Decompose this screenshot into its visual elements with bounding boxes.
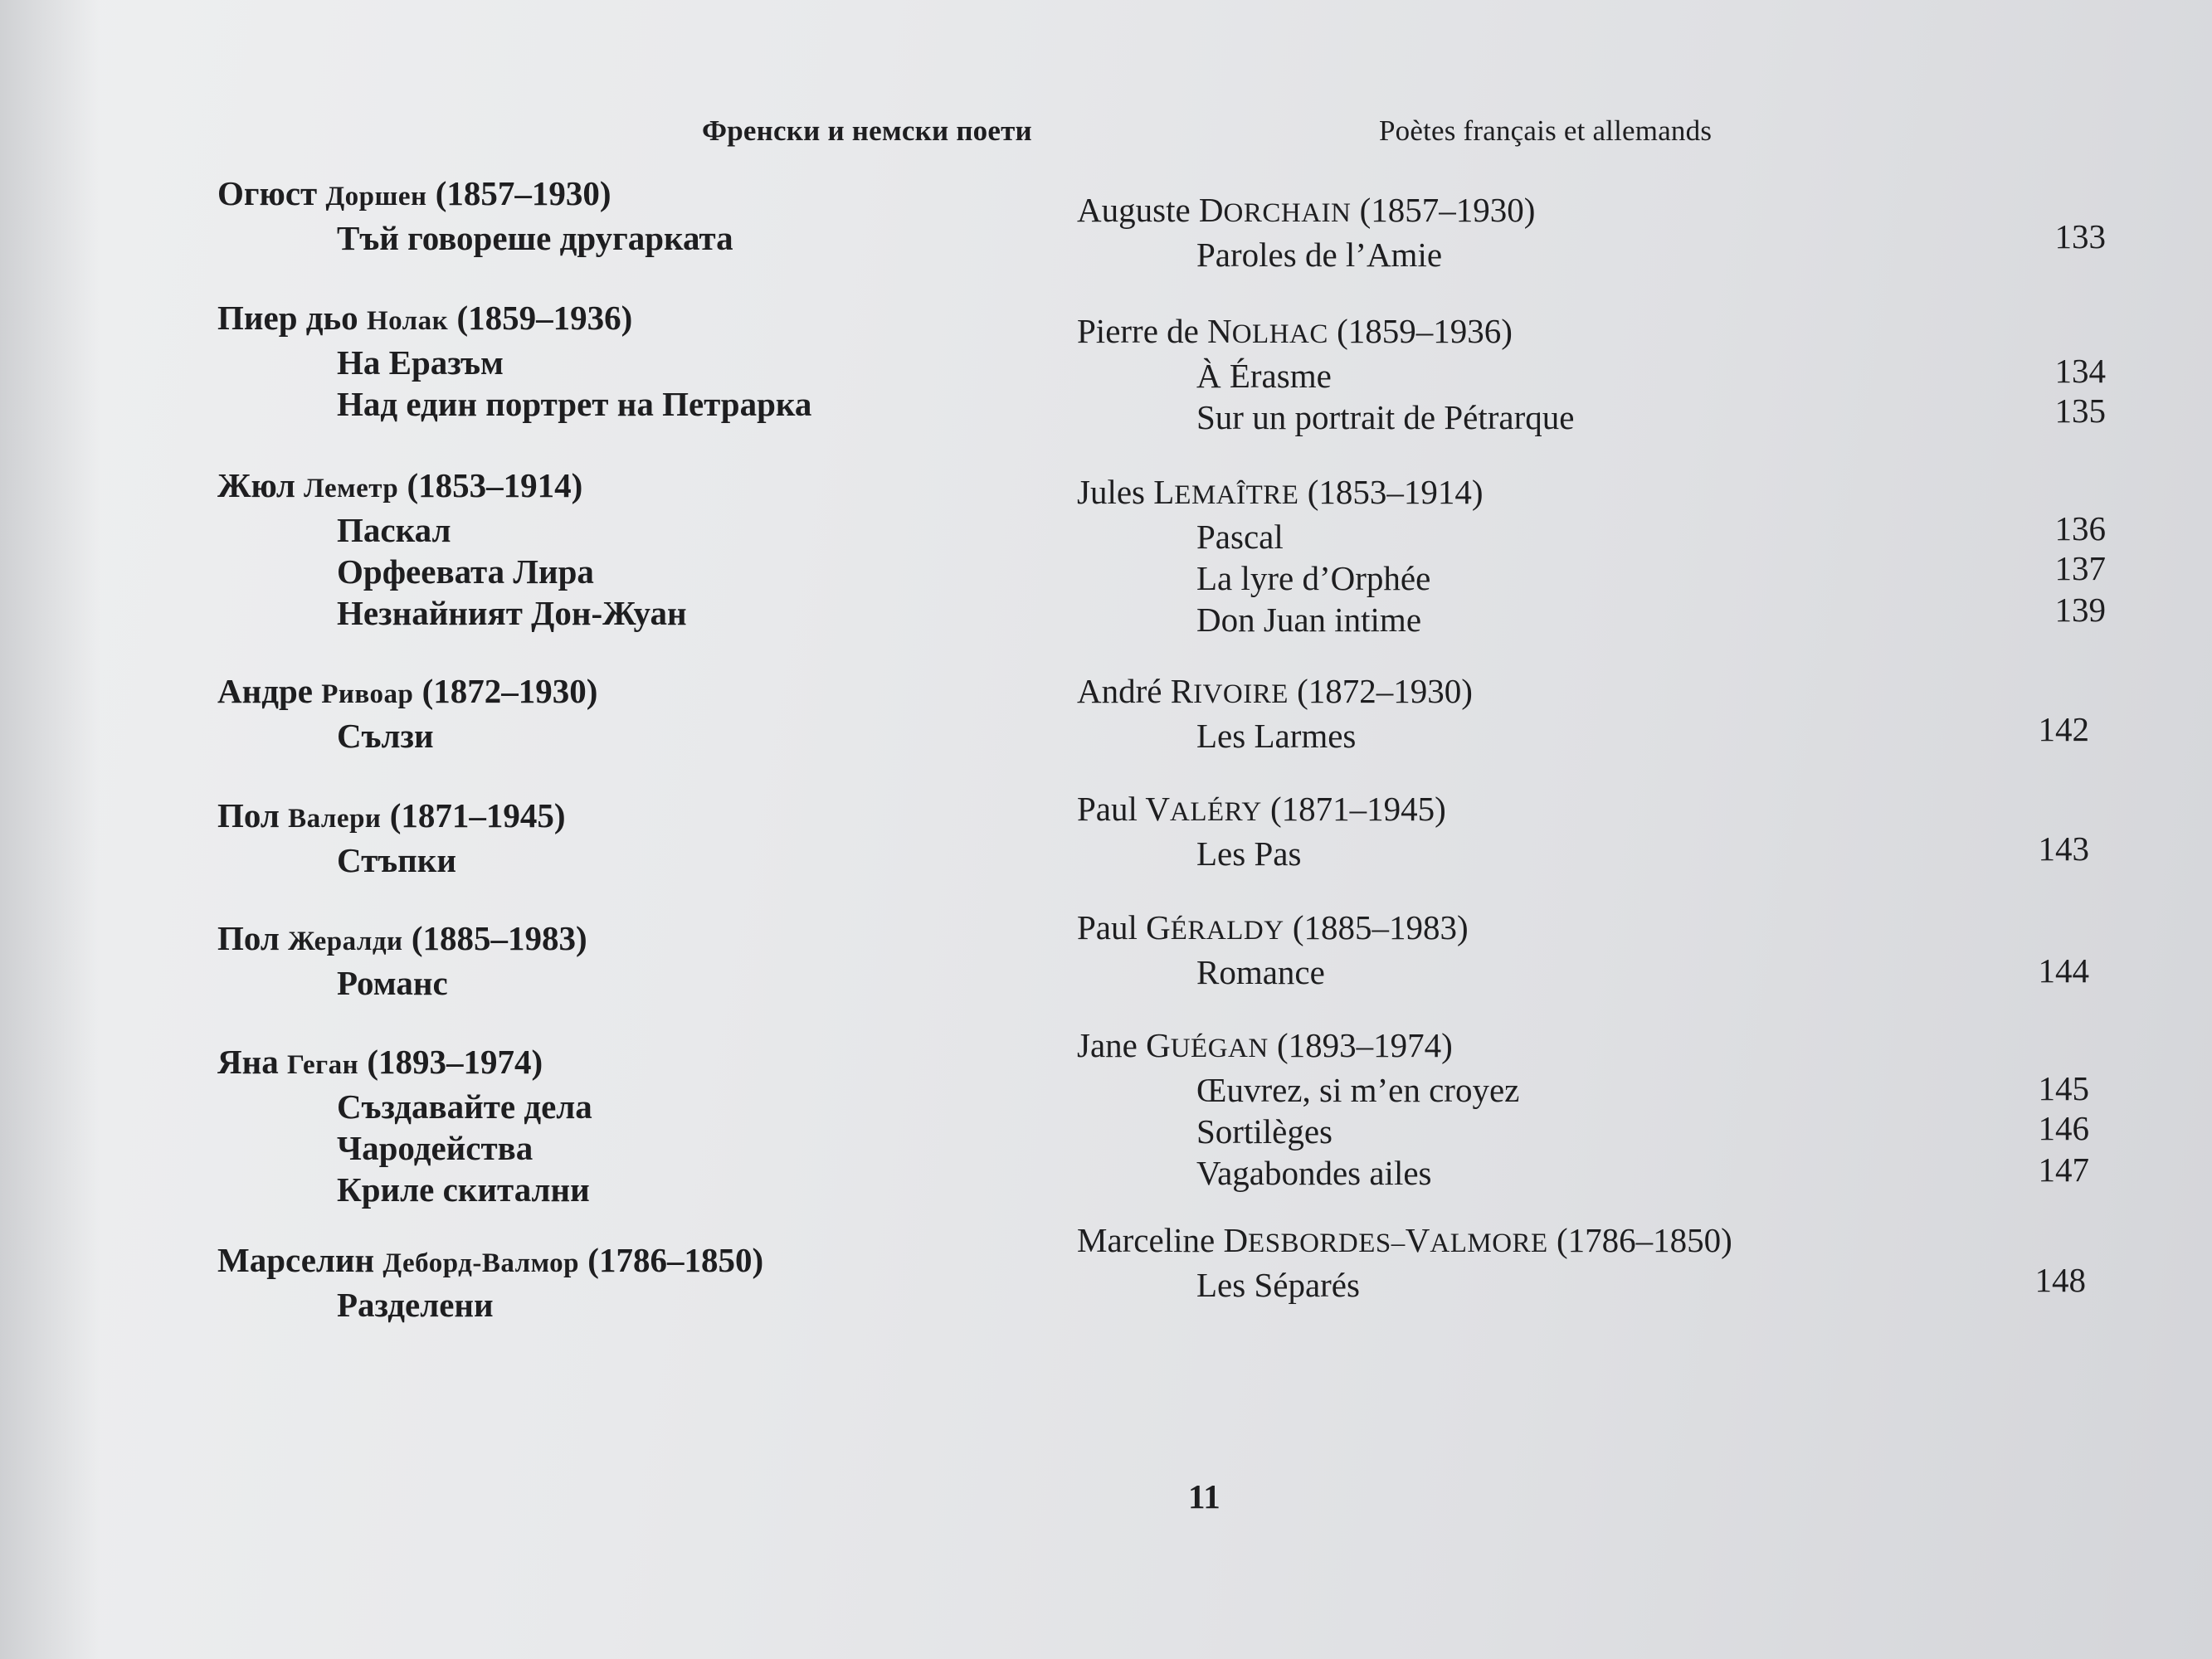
author-name bbox=[217, 1239, 1213, 1284]
author-name bbox=[217, 173, 1213, 217]
author-surname: Ривоар bbox=[321, 679, 414, 709]
author-entry bbox=[217, 465, 1213, 634]
poem-entry bbox=[1077, 217, 2106, 275]
poem-title: На Еразъм bbox=[337, 343, 504, 382]
author-entry bbox=[1077, 189, 2106, 275]
poem-title: Паскал bbox=[337, 511, 451, 549]
poem-title: La lyre d’Orphée bbox=[1196, 559, 1431, 597]
poem-title: Разделени bbox=[337, 1286, 494, 1324]
author-surname: ÉRALDY bbox=[1170, 916, 1284, 946]
author-surname-initial: V bbox=[1145, 790, 1171, 828]
author-surname: EMAÎTRE bbox=[1174, 480, 1299, 510]
author-surname: IVOIRE bbox=[1193, 679, 1289, 709]
poem-title: Тъй говореше другарката bbox=[337, 219, 733, 257]
author-entry bbox=[1077, 471, 2106, 640]
author-first-name: Марселин bbox=[217, 1241, 383, 1279]
author-surname: ORCHAIN bbox=[1223, 198, 1352, 228]
author-dates: (1885–1983) bbox=[402, 919, 587, 957]
page-ref: 135 bbox=[2054, 392, 2106, 430]
page-ref: 144 bbox=[2038, 951, 2089, 990]
author-name bbox=[217, 1041, 1213, 1086]
page-ref: 148 bbox=[2034, 1261, 2086, 1299]
page-ref: 134 bbox=[2054, 352, 2106, 390]
author-dates: (1786–1850) bbox=[579, 1241, 764, 1279]
author-first-name: Auguste bbox=[1077, 191, 1199, 229]
author-surname: Жералди bbox=[288, 927, 403, 956]
author-dates: (1872–1930) bbox=[413, 672, 598, 710]
author-first-name: Огюст bbox=[217, 174, 326, 212]
author-surname-initial: N bbox=[1207, 312, 1232, 350]
author-entry bbox=[1077, 310, 2106, 438]
author-surname: ALMORE bbox=[1430, 1228, 1548, 1258]
author-name bbox=[217, 297, 1213, 342]
author-entry bbox=[217, 1041, 1213, 1210]
author-dates: (1871–1945) bbox=[1261, 790, 1446, 828]
author-surname: Леметр bbox=[304, 474, 399, 504]
poem-title: Над един портрет на Петрарка bbox=[337, 385, 812, 423]
poem-entry bbox=[1077, 549, 2106, 599]
poem-title: Pascal bbox=[1196, 518, 1284, 556]
author-dates: (1871–1945) bbox=[381, 796, 566, 834]
author-first-name: Paul bbox=[1077, 908, 1147, 946]
author-first-name: Пиер дьо bbox=[217, 299, 367, 337]
author-first-name: Жюл bbox=[217, 466, 305, 504]
poem-title: Romance bbox=[1196, 953, 1325, 991]
author-first-name: Jane bbox=[1077, 1026, 1147, 1064]
poem-entry bbox=[1077, 509, 2106, 557]
poem-title: Œuvrez, si m’en croyez bbox=[1196, 1071, 1520, 1109]
poem-entry bbox=[1077, 1069, 2106, 1111]
page-number: 11 bbox=[1188, 1477, 1220, 1515]
author-dates: (1893–1974) bbox=[358, 1043, 543, 1081]
page-shadow bbox=[0, 0, 100, 1659]
poem-title: Криле скитални bbox=[337, 1170, 590, 1209]
author-surname: ALÉRY bbox=[1170, 797, 1262, 827]
author-entry bbox=[217, 297, 1213, 425]
poem-title: Орфеевата Лира bbox=[337, 552, 594, 591]
author-dates: (1893–1974) bbox=[1268, 1026, 1453, 1064]
poem-entry bbox=[1077, 710, 2106, 757]
poem-title: Paroles de l’Amie bbox=[1196, 236, 1443, 274]
author-surname-initial: D bbox=[1198, 191, 1224, 229]
author-name bbox=[217, 465, 1213, 509]
page-ref: 147 bbox=[2038, 1151, 2089, 1189]
author-entry bbox=[217, 173, 1213, 259]
author-name bbox=[1077, 1219, 2106, 1264]
author-dates: (1857–1930) bbox=[1351, 191, 1536, 229]
author-name bbox=[1077, 310, 2106, 355]
author-entry bbox=[1077, 907, 2106, 993]
poem-entry bbox=[1077, 951, 2106, 993]
author-first-name: Андре bbox=[217, 672, 322, 710]
author-surname-initial: G bbox=[1146, 1026, 1171, 1064]
running-head-left: Френски и немски поети bbox=[702, 114, 1032, 147]
author-first-name: Paul bbox=[1077, 790, 1146, 828]
author-first-name: Пол bbox=[217, 796, 289, 834]
poem-title: Чародейства bbox=[337, 1129, 534, 1167]
author-first-name: Яна bbox=[217, 1043, 287, 1081]
author-entry bbox=[1077, 788, 2106, 874]
poem-title: Sortilèges bbox=[1196, 1112, 1333, 1151]
author-dates: (1872–1930) bbox=[1288, 672, 1473, 710]
author-surname: Геган bbox=[286, 1050, 359, 1080]
author-name bbox=[1077, 189, 2106, 234]
author-first-name: Marceline bbox=[1077, 1221, 1224, 1259]
author-entry bbox=[217, 917, 1213, 1004]
author-surname: Нолак bbox=[366, 306, 449, 336]
author-entry bbox=[1077, 1024, 2106, 1194]
author-dates: (1859–1936) bbox=[1328, 312, 1513, 350]
page-ref: 146 bbox=[2038, 1109, 2089, 1147]
author-name bbox=[1077, 471, 2106, 516]
author-first-name: Пол bbox=[217, 919, 289, 957]
page-ref: 139 bbox=[2054, 591, 2106, 629]
author-surname: UÉGAN bbox=[1170, 1034, 1269, 1063]
page-ref: 133 bbox=[2054, 217, 2106, 255]
author-entry bbox=[1077, 670, 2106, 757]
poem-title: Les Séparés bbox=[1196, 1266, 1360, 1304]
author-surname: Деборд-Валмор bbox=[382, 1248, 580, 1278]
poem-entry bbox=[1077, 352, 2106, 397]
author-surname-initial: D bbox=[1223, 1221, 1249, 1259]
author-first-name: André bbox=[1077, 672, 1171, 710]
author-surname: Валери bbox=[288, 804, 382, 834]
page-ref: 137 bbox=[2054, 549, 2106, 587]
author-name bbox=[1077, 907, 2106, 951]
poem-entry bbox=[1077, 830, 2106, 874]
author-dates: (1885–1983) bbox=[1284, 908, 1469, 946]
author-surname-initial: V bbox=[1405, 1221, 1430, 1259]
author-first-name: Pierre de bbox=[1077, 312, 1208, 350]
author-surname: Доршен bbox=[325, 182, 427, 212]
page-ref: 143 bbox=[2038, 830, 2089, 868]
page-ref: 145 bbox=[2038, 1069, 2089, 1107]
poem-title: Незнайният Дон-Жуан bbox=[337, 594, 687, 632]
author-name bbox=[217, 795, 1213, 839]
poem-title: Don Juan intime bbox=[1196, 601, 1422, 639]
poem-title: Сълзи bbox=[337, 717, 434, 755]
poem-entry bbox=[1077, 1261, 2106, 1306]
poem-entry bbox=[1077, 1152, 2106, 1194]
author-surname-initial: G bbox=[1146, 908, 1171, 946]
poem-title: Vagabondes ailes bbox=[1196, 1154, 1432, 1192]
author-entry bbox=[217, 670, 1213, 757]
poem-title: Стъпки bbox=[337, 841, 456, 879]
running-head-right: Poètes français et allemands bbox=[1379, 114, 1713, 147]
author-dates: (1857–1930) bbox=[426, 174, 611, 212]
author-surname-initial: R bbox=[1170, 672, 1194, 710]
author-name bbox=[217, 670, 1213, 715]
poem-entry bbox=[1077, 591, 2106, 640]
poem-title: Sur un portrait de Pétrarque bbox=[1196, 398, 1575, 436]
author-name bbox=[1077, 1024, 2106, 1069]
author-entry bbox=[1077, 1219, 2106, 1306]
author-surname: OLHAC bbox=[1231, 319, 1328, 349]
poem-title: Романс bbox=[337, 964, 448, 1002]
poem-title: À Érasme bbox=[1196, 357, 1332, 395]
author-dates: (1859–1936) bbox=[448, 299, 633, 337]
author-name bbox=[217, 917, 1213, 962]
author-surname-initial: L bbox=[1153, 473, 1175, 511]
author-dates: (1786–1850) bbox=[1547, 1221, 1732, 1259]
poem-entry bbox=[1077, 392, 2106, 438]
author-name bbox=[1077, 788, 2106, 833]
poem-title: Създавайте дела bbox=[337, 1087, 592, 1126]
author-dates: (1853–1914) bbox=[398, 466, 583, 504]
author-entry bbox=[217, 1239, 1213, 1326]
author-surname: ESBORDES– bbox=[1248, 1228, 1406, 1258]
author-dates: (1853–1914) bbox=[1298, 473, 1484, 511]
page-ref: 142 bbox=[2038, 710, 2089, 748]
author-entry bbox=[217, 795, 1213, 881]
page-ref: 136 bbox=[2054, 509, 2106, 547]
author-name bbox=[1077, 670, 2106, 715]
poem-title: Les Larmes bbox=[1196, 717, 1357, 755]
author-first-name: Jules bbox=[1077, 473, 1154, 511]
poem-title: Les Pas bbox=[1196, 834, 1302, 873]
poem-entry bbox=[1077, 1111, 2106, 1152]
